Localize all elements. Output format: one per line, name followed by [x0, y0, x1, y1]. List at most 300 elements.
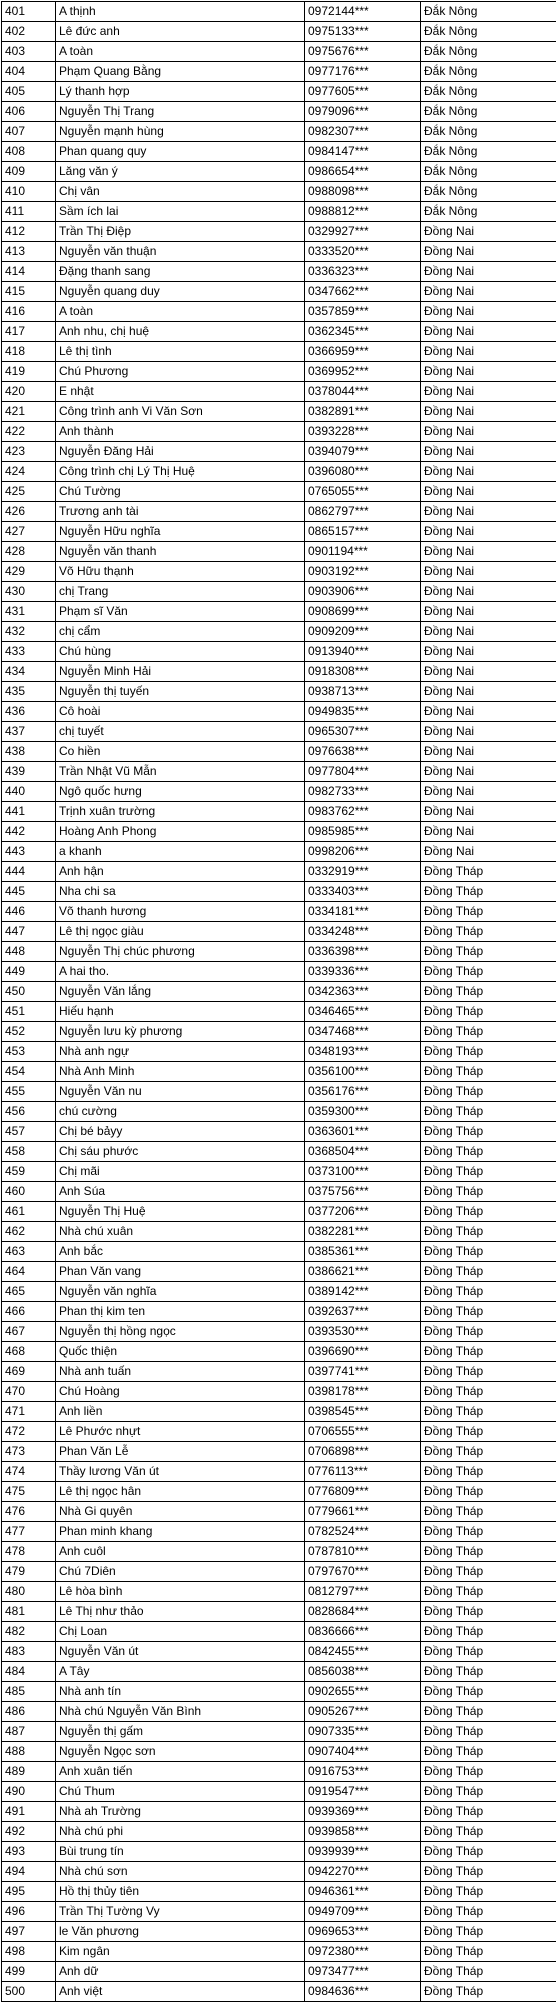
- province-cell: Đồng Tháp: [421, 1502, 556, 1522]
- row-number-cell: 470: [2, 1382, 56, 1402]
- phone-number-cell: 0985985***: [305, 822, 421, 842]
- province-cell: Đồng Tháp: [421, 1862, 556, 1882]
- customer-name-cell: Nhà chú phi: [56, 1822, 305, 1842]
- province-cell: Đồng Tháp: [421, 1382, 556, 1402]
- row-number-cell: 441: [2, 802, 56, 822]
- table-row: [2, 1962, 556, 1982]
- phone-number-cell: 0836666***: [305, 1622, 421, 1642]
- customer-name-cell: Anh việt: [56, 1982, 305, 2002]
- customer-name-cell: Trương anh tài: [56, 502, 305, 522]
- table-row: [2, 602, 556, 622]
- province-cell: Đồng Tháp: [421, 1422, 556, 1442]
- customer-name-cell: Anh nhu, chị huệ: [56, 322, 305, 342]
- phone-number-cell: 0949835***: [305, 702, 421, 722]
- table-row: [2, 522, 556, 542]
- table-row: [2, 1802, 556, 1822]
- customer-name-cell: Chị bé bảyy: [56, 1122, 305, 1142]
- table-row: [2, 542, 556, 562]
- phone-number-cell: 0342363***: [305, 982, 421, 1002]
- customer-name-cell: Nguyễn Văn út: [56, 1642, 305, 1662]
- table-row: [2, 262, 556, 282]
- table-row: [2, 1822, 556, 1842]
- customer-name-cell: Anh liền: [56, 1402, 305, 1422]
- customer-name-cell: Nha chi sa: [56, 882, 305, 902]
- table-row: [2, 1762, 556, 1782]
- customer-name-cell: Anh hận: [56, 862, 305, 882]
- province-cell: Đồng Nai: [421, 842, 556, 862]
- row-number-cell: 419: [2, 362, 56, 382]
- table-row: [2, 362, 556, 382]
- row-number-cell: 427: [2, 522, 56, 542]
- row-number-cell: 451: [2, 1002, 56, 1022]
- customer-name-cell: A hai tho.: [56, 962, 305, 982]
- province-cell: Đồng Tháp: [421, 1002, 556, 1022]
- customer-name-cell: Nguyễn Thị Huệ: [56, 1202, 305, 1222]
- customer-name-cell: Nguyễn thị tuyến: [56, 682, 305, 702]
- province-cell: Đồng Tháp: [421, 1562, 556, 1582]
- row-number-cell: 426: [2, 502, 56, 522]
- table-row: [2, 842, 556, 862]
- table-row: [2, 1782, 556, 1802]
- table-row: [2, 1302, 556, 1322]
- phone-number-cell: 0988812***: [305, 202, 421, 222]
- province-cell: Đồng Tháp: [421, 922, 556, 942]
- province-cell: Đồng Tháp: [421, 1082, 556, 1102]
- row-number-cell: 445: [2, 882, 56, 902]
- province-cell: Đồng Nai: [421, 222, 556, 242]
- phone-number-cell: 0782524***: [305, 1522, 421, 1542]
- table-row: [2, 1622, 556, 1642]
- table-row: [2, 1362, 556, 1382]
- province-cell: Đồng Tháp: [421, 1402, 556, 1422]
- customer-name-cell: Nguyễn Đăng Hải: [56, 442, 305, 462]
- table-row: [2, 1882, 556, 1902]
- customer-name-cell: Trịnh xuân trường: [56, 802, 305, 822]
- table-row: [2, 862, 556, 882]
- row-number-cell: 413: [2, 242, 56, 262]
- phone-number-cell: 0706555***: [305, 1422, 421, 1442]
- table-row: [2, 222, 556, 242]
- table-row: [2, 1242, 556, 1262]
- phone-number-cell: 0393530***: [305, 1322, 421, 1342]
- phone-number-cell: 0385361***: [305, 1242, 421, 1262]
- province-cell: Đồng Tháp: [421, 1822, 556, 1842]
- customer-name-cell: A Tây: [56, 1662, 305, 1682]
- table-row: [2, 1182, 556, 1202]
- table-row: [2, 882, 556, 902]
- row-number-cell: 414: [2, 262, 56, 282]
- phone-number-cell: 0982733***: [305, 782, 421, 802]
- customer-name-cell: Trần Thị Điệp: [56, 222, 305, 242]
- table-row: [2, 122, 556, 142]
- customer-name-cell: Đặng thanh sang: [56, 262, 305, 282]
- row-number-cell: 460: [2, 1182, 56, 1202]
- phone-number-cell: 0903906***: [305, 582, 421, 602]
- phone-number-cell: 0965307***: [305, 722, 421, 742]
- province-cell: Đồng Nai: [421, 302, 556, 322]
- phone-number-cell: 0333403***: [305, 882, 421, 902]
- row-number-cell: 474: [2, 1462, 56, 1482]
- table-row: [2, 742, 556, 762]
- customer-name-cell: Anh thành: [56, 422, 305, 442]
- row-number-cell: 475: [2, 1482, 56, 1502]
- row-number-cell: 431: [2, 602, 56, 622]
- customer-name-cell: Anh bắc: [56, 1242, 305, 1262]
- customer-name-cell: Hiếu hạnh: [56, 1002, 305, 1022]
- phone-number-cell: 0862797***: [305, 502, 421, 522]
- phone-number-cell: 0397741***: [305, 1362, 421, 1382]
- row-number-cell: 423: [2, 442, 56, 462]
- customer-name-cell: Lê đức anh: [56, 22, 305, 42]
- phone-number-cell: 0939939***: [305, 1842, 421, 1862]
- province-cell: Đắk Nông: [421, 22, 556, 42]
- province-cell: Đồng Tháp: [421, 1262, 556, 1282]
- table-row: [2, 1642, 556, 1662]
- customer-name-cell: Phan Văn vang: [56, 1262, 305, 1282]
- row-number-cell: 436: [2, 702, 56, 722]
- row-number-cell: 491: [2, 1802, 56, 1822]
- customer-name-cell: Lăng văn ý: [56, 162, 305, 182]
- province-cell: Đồng Tháp: [421, 1662, 556, 1682]
- province-cell: Đồng Tháp: [421, 1642, 556, 1662]
- customer-name-cell: le Văn phương: [56, 1922, 305, 1942]
- row-number-cell: 432: [2, 622, 56, 642]
- phone-number-cell: 0977804***: [305, 762, 421, 782]
- customer-name-cell: Phan thị kim ten: [56, 1302, 305, 1322]
- phone-number-cell: 0357859***: [305, 302, 421, 322]
- phone-number-cell: 0797670***: [305, 1562, 421, 1582]
- row-number-cell: 492: [2, 1822, 56, 1842]
- phone-number-cell: 0765055***: [305, 482, 421, 502]
- phone-number-cell: 0336398***: [305, 942, 421, 962]
- province-cell: Đồng Tháp: [421, 1882, 556, 1902]
- table-row: [2, 1122, 556, 1142]
- table-row: [2, 1922, 556, 1942]
- row-number-cell: 425: [2, 482, 56, 502]
- row-number-cell: 487: [2, 1722, 56, 1742]
- customer-name-cell: Phạm Quang Bằng: [56, 62, 305, 82]
- customer-name-cell: Lê Thị như thảo: [56, 1602, 305, 1622]
- row-number-cell: 476: [2, 1502, 56, 1522]
- row-number-cell: 421: [2, 402, 56, 422]
- phone-number-cell: 0907404***: [305, 1742, 421, 1762]
- customer-name-cell: Lý thanh hợp: [56, 82, 305, 102]
- province-cell: Đồng Tháp: [421, 1142, 556, 1162]
- row-number-cell: 463: [2, 1242, 56, 1262]
- customer-name-cell: Lê thị ngọc giàu: [56, 922, 305, 942]
- table-row: [2, 622, 556, 642]
- table-row: [2, 922, 556, 942]
- province-cell: Đồng Tháp: [421, 862, 556, 882]
- table-row: [2, 282, 556, 302]
- table-row: [2, 62, 556, 82]
- table-row: [2, 1562, 556, 1582]
- phone-number-cell: 0776809***: [305, 1482, 421, 1502]
- table-body: [2, 2, 556, 2002]
- customer-name-cell: Võ Hữu thạnh: [56, 562, 305, 582]
- province-cell: Đồng Nai: [421, 382, 556, 402]
- phone-number-cell: 0907335***: [305, 1722, 421, 1742]
- row-number-cell: 471: [2, 1402, 56, 1422]
- phone-number-cell: 0909209***: [305, 622, 421, 642]
- phone-number-cell: 0865157***: [305, 522, 421, 542]
- province-cell: Đồng Tháp: [421, 1622, 556, 1642]
- customer-name-cell: Nguyễn Thị Trang: [56, 102, 305, 122]
- row-number-cell: 442: [2, 822, 56, 842]
- customer-name-cell: Nguyễn Văn lắng: [56, 982, 305, 1002]
- province-cell: Đồng Nai: [421, 442, 556, 462]
- phone-number-cell: 0972144***: [305, 2, 421, 22]
- customer-name-cell: Nhà chú xuân: [56, 1222, 305, 1242]
- phone-number-cell: 0902655***: [305, 1682, 421, 1702]
- row-number-cell: 467: [2, 1322, 56, 1342]
- customer-name-cell: Nguyễn văn thuận: [56, 242, 305, 262]
- table-row: [2, 1902, 556, 1922]
- phone-number-cell: 0977605***: [305, 82, 421, 102]
- row-number-cell: 424: [2, 462, 56, 482]
- table-row: [2, 562, 556, 582]
- province-cell: Đồng Tháp: [421, 1162, 556, 1182]
- province-cell: Đồng Nai: [421, 742, 556, 762]
- phone-number-cell: 0393228***: [305, 422, 421, 442]
- table-row: [2, 1662, 556, 1682]
- table-row: [2, 762, 556, 782]
- row-number-cell: 498: [2, 1942, 56, 1962]
- phone-number-cell: 0377206***: [305, 1202, 421, 1222]
- customer-name-cell: Nguyễn thị hồng ngọc: [56, 1322, 305, 1342]
- province-cell: Đồng Nai: [421, 582, 556, 602]
- table-row: [2, 1462, 556, 1482]
- table-row: [2, 1162, 556, 1182]
- phone-number-cell: 0382281***: [305, 1222, 421, 1242]
- customer-name-cell: Anh Súa: [56, 1182, 305, 1202]
- customer-name-cell: Phan minh khang: [56, 1522, 305, 1542]
- row-number-cell: 418: [2, 342, 56, 362]
- province-cell: Đồng Nai: [421, 642, 556, 662]
- table-row: [2, 142, 556, 162]
- province-cell: Đồng Tháp: [421, 1842, 556, 1862]
- table-row: [2, 1022, 556, 1042]
- province-cell: Đồng Nai: [421, 242, 556, 262]
- province-cell: Đồng Tháp: [421, 1942, 556, 1962]
- province-cell: Đồng Nai: [421, 322, 556, 342]
- province-cell: Đồng Nai: [421, 622, 556, 642]
- table-row: [2, 462, 556, 482]
- phone-number-cell: 0939858***: [305, 1822, 421, 1842]
- customer-name-cell: Nguyễn Hữu nghĩa: [56, 522, 305, 542]
- phone-number-cell: 0901194***: [305, 542, 421, 562]
- table-row: [2, 1282, 556, 1302]
- customer-name-cell: Nguyễn Ngọc sơn: [56, 1742, 305, 1762]
- customer-name-cell: Sầm ích lai: [56, 202, 305, 222]
- customer-name-cell: Nguyễn thị gấm: [56, 1722, 305, 1742]
- province-cell: Đồng Tháp: [421, 1242, 556, 1262]
- customer-name-cell: Lê hòa bình: [56, 1582, 305, 1602]
- province-cell: Đồng Tháp: [421, 1222, 556, 1242]
- row-number-cell: 469: [2, 1362, 56, 1382]
- province-cell: Đồng Nai: [421, 262, 556, 282]
- table-row: [2, 42, 556, 62]
- row-number-cell: 464: [2, 1262, 56, 1282]
- phone-number-cell: 0918308***: [305, 662, 421, 682]
- table-row: [2, 382, 556, 402]
- customer-name-cell: A thịnh: [56, 2, 305, 22]
- province-cell: Đắk Nông: [421, 182, 556, 202]
- customer-name-cell: Nguyễn Thị chúc phương: [56, 942, 305, 962]
- phone-number-cell: 0919547***: [305, 1782, 421, 1802]
- row-number-cell: 452: [2, 1022, 56, 1042]
- province-cell: Đồng Tháp: [421, 1042, 556, 1062]
- customer-name-cell: Lê thị ngọc hân: [56, 1482, 305, 1502]
- row-number-cell: 404: [2, 62, 56, 82]
- phone-number-cell: 0396690***: [305, 1342, 421, 1362]
- table-row: [2, 1442, 556, 1462]
- phone-number-cell: 0983762***: [305, 802, 421, 822]
- province-cell: Đắk Nông: [421, 162, 556, 182]
- table-row: [2, 182, 556, 202]
- table-row: [2, 1202, 556, 1222]
- province-cell: Đồng Nai: [421, 462, 556, 482]
- province-cell: Đồng Tháp: [421, 1102, 556, 1122]
- row-number-cell: 405: [2, 82, 56, 102]
- table-row: [2, 722, 556, 742]
- table-row: [2, 802, 556, 822]
- row-number-cell: 411: [2, 202, 56, 222]
- province-cell: Đồng Tháp: [421, 1802, 556, 1822]
- row-number-cell: 462: [2, 1222, 56, 1242]
- customer-name-cell: Nhà chú sơn: [56, 1862, 305, 1882]
- customer-name-cell: A toàn: [56, 42, 305, 62]
- row-number-cell: 478: [2, 1542, 56, 1562]
- phone-number-cell: 0339336***: [305, 962, 421, 982]
- row-number-cell: 416: [2, 302, 56, 322]
- phone-number-cell: 0394079***: [305, 442, 421, 462]
- customer-name-cell: chị Trang: [56, 582, 305, 602]
- phone-number-cell: 0398178***: [305, 1382, 421, 1402]
- spreadsheet: [1, 1, 555, 2002]
- phone-number-cell: 0988098***: [305, 182, 421, 202]
- province-cell: Đồng Tháp: [421, 1782, 556, 1802]
- phone-number-cell: 0347468***: [305, 1022, 421, 1042]
- phone-number-cell: 0363601***: [305, 1122, 421, 1142]
- province-cell: Đồng Nai: [421, 502, 556, 522]
- phone-number-cell: 0972380***: [305, 1942, 421, 1962]
- phone-number-cell: 0336323***: [305, 262, 421, 282]
- province-cell: Đồng Tháp: [421, 1322, 556, 1342]
- phone-number-cell: 0348193***: [305, 1042, 421, 1062]
- row-number-cell: 443: [2, 842, 56, 862]
- row-number-cell: 454: [2, 1062, 56, 1082]
- table-row: [2, 1742, 556, 1762]
- province-cell: Đồng Tháp: [421, 1542, 556, 1562]
- row-number-cell: 480: [2, 1582, 56, 1602]
- table-row: [2, 1262, 556, 1282]
- province-cell: Đồng Tháp: [421, 1762, 556, 1782]
- table-row: [2, 1522, 556, 1542]
- phone-number-cell: 0359300***: [305, 1102, 421, 1122]
- phone-number-cell: 0356176***: [305, 1082, 421, 1102]
- province-cell: Đồng Tháp: [421, 1742, 556, 1762]
- row-number-cell: 479: [2, 1562, 56, 1582]
- province-cell: Đồng Nai: [421, 542, 556, 562]
- province-cell: Đồng Tháp: [421, 962, 556, 982]
- row-number-cell: 433: [2, 642, 56, 662]
- province-cell: Đồng Tháp: [421, 982, 556, 1002]
- province-cell: Đồng Tháp: [421, 1122, 556, 1142]
- row-number-cell: 415: [2, 282, 56, 302]
- row-number-cell: 456: [2, 1102, 56, 1122]
- province-cell: Đồng Nai: [421, 342, 556, 362]
- province-cell: Đắk Nông: [421, 42, 556, 62]
- phone-number-cell: 0776113***: [305, 1462, 421, 1482]
- customer-name-cell: Chị mãi: [56, 1162, 305, 1182]
- customer-name-cell: Chú Tường: [56, 482, 305, 502]
- table-row: [2, 642, 556, 662]
- customer-name-cell: Co hiền: [56, 742, 305, 762]
- row-number-cell: 438: [2, 742, 56, 762]
- row-number-cell: 403: [2, 42, 56, 62]
- row-number-cell: 473: [2, 1442, 56, 1462]
- phone-number-cell: 0946361***: [305, 1882, 421, 1902]
- table-row: [2, 1942, 556, 1962]
- province-cell: Đồng Tháp: [421, 1282, 556, 1302]
- phone-number-cell: 0905267***: [305, 1702, 421, 1722]
- customer-name-cell: E nhật: [56, 382, 305, 402]
- table-row: [2, 1062, 556, 1082]
- phone-number-cell: 0939369***: [305, 1802, 421, 1822]
- row-number-cell: 447: [2, 922, 56, 942]
- customer-name-cell: Võ thanh hương: [56, 902, 305, 922]
- province-cell: Đồng Nai: [421, 762, 556, 782]
- province-cell: Đồng Tháp: [421, 1522, 556, 1542]
- province-cell: Đồng Tháp: [421, 1922, 556, 1942]
- phone-number-cell: 0949709***: [305, 1902, 421, 1922]
- customer-name-cell: Bùi trung tín: [56, 1842, 305, 1862]
- row-number-cell: 484: [2, 1662, 56, 1682]
- customer-name-cell: Nguyễn Minh Hải: [56, 662, 305, 682]
- table-row: [2, 422, 556, 442]
- row-number-cell: 483: [2, 1642, 56, 1662]
- province-cell: Đắk Nông: [421, 82, 556, 102]
- row-number-cell: 481: [2, 1602, 56, 1622]
- customer-name-cell: Nhà anh ngự: [56, 1042, 305, 1062]
- row-number-cell: 486: [2, 1702, 56, 1722]
- table-row: [2, 1042, 556, 1062]
- customer-name-cell: Nguyễn văn thanh: [56, 542, 305, 562]
- province-cell: Đắk Nông: [421, 202, 556, 222]
- province-cell: Đồng Tháp: [421, 1182, 556, 1202]
- province-cell: Đồng Tháp: [421, 1022, 556, 1042]
- customer-name-cell: Anh dữ: [56, 1962, 305, 1982]
- row-number-cell: 446: [2, 902, 56, 922]
- customer-name-cell: Chị sáu phước: [56, 1142, 305, 1162]
- row-number-cell: 408: [2, 142, 56, 162]
- phone-number-cell: 0368504***: [305, 1142, 421, 1162]
- row-number-cell: 490: [2, 1782, 56, 1802]
- table-row: [2, 1842, 556, 1862]
- province-cell: Đồng Nai: [421, 662, 556, 682]
- province-cell: Đồng Nai: [421, 782, 556, 802]
- customer-name-cell: chú cường: [56, 1102, 305, 1122]
- customer-name-cell: Chú Phương: [56, 362, 305, 382]
- customer-name-cell: Chị vân: [56, 182, 305, 202]
- province-cell: Đồng Tháp: [421, 1902, 556, 1922]
- province-cell: Đồng Nai: [421, 482, 556, 502]
- province-cell: Đồng Nai: [421, 722, 556, 742]
- phone-number-cell: 0975676***: [305, 42, 421, 62]
- phone-number-cell: 0333520***: [305, 242, 421, 262]
- province-cell: Đồng Tháp: [421, 1982, 556, 2002]
